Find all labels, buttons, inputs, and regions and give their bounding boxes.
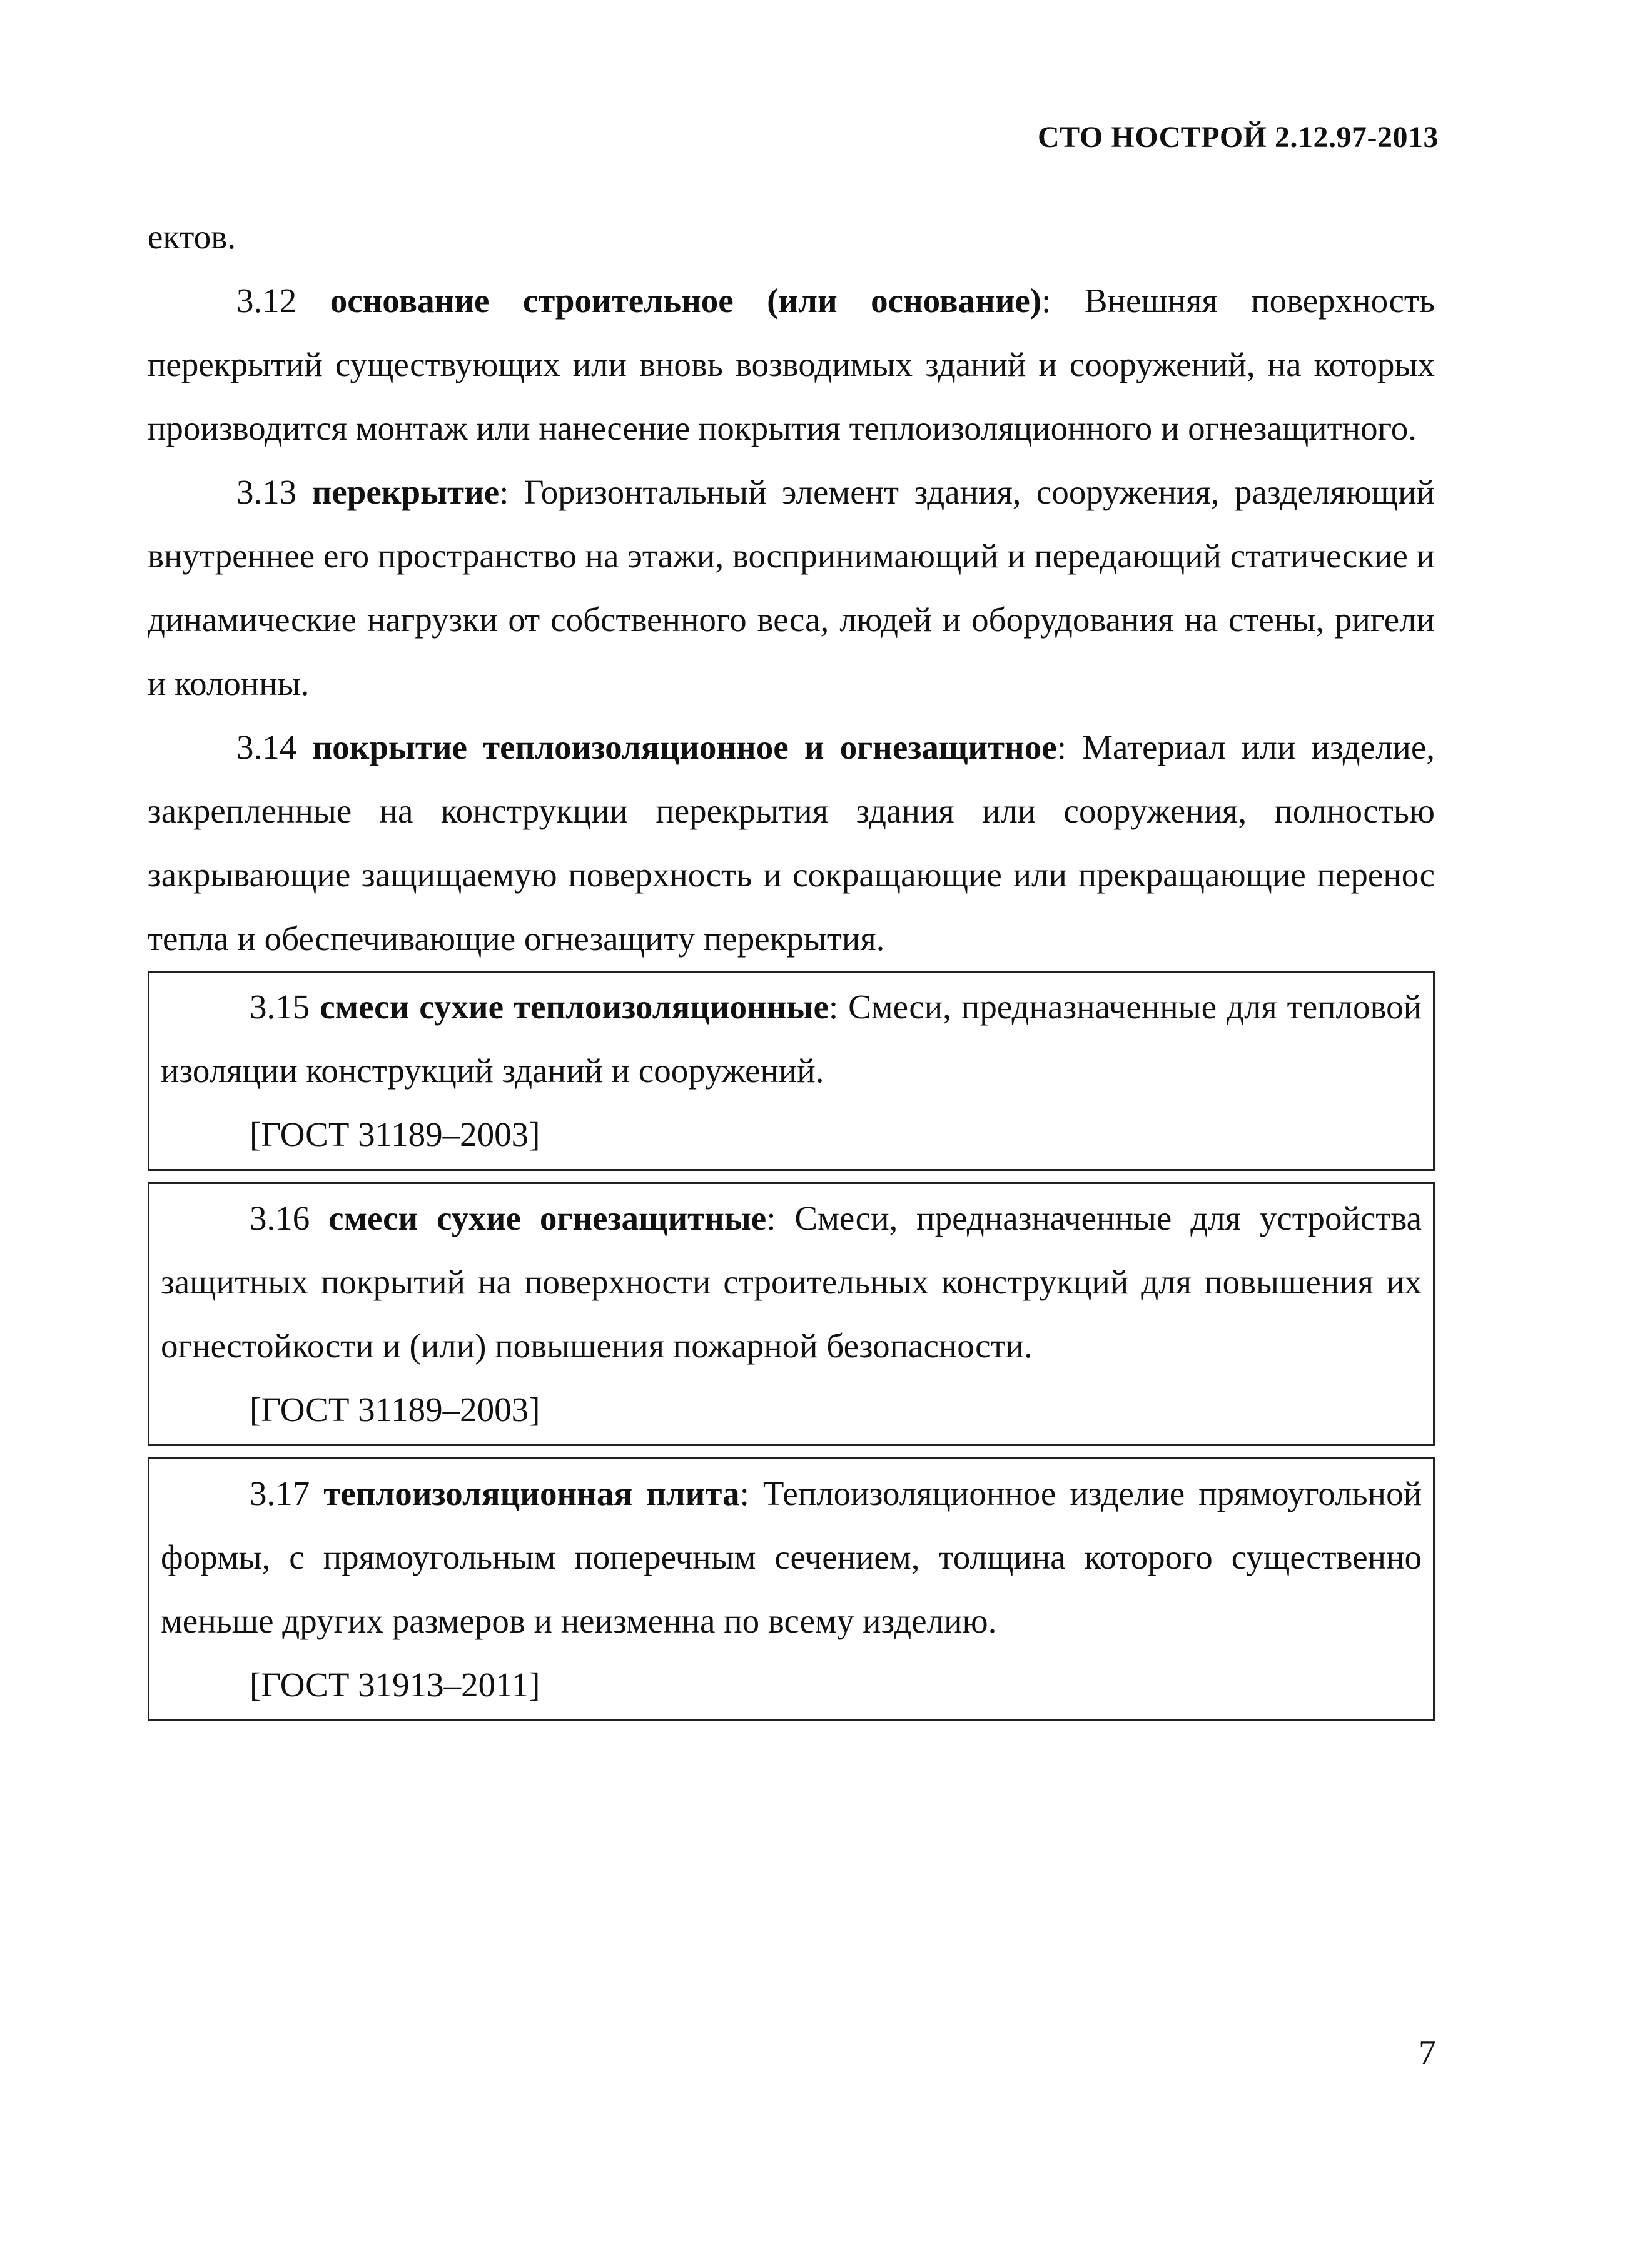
source-reference: [ГОСТ 31913–2011] xyxy=(250,1666,540,1704)
term: перекрытие xyxy=(311,473,500,511)
definition-text: : Горизонтальный элемент здания, сооружения, разделяющий внутреннее его пространство на этажи, воспринимающий и передающий статические и динамические нагрузки от собственного веса, людей и оборудования на стены, ригели и колонны. xyxy=(148,473,1435,702)
clause-number: 3.15 xyxy=(250,988,310,1026)
source-reference: [ГОСТ 31189–2003] xyxy=(250,1115,540,1153)
term: теплоизоляционная плита xyxy=(323,1474,740,1512)
term: основание строительное (или основание) xyxy=(330,281,1042,320)
source-reference: [ГОСТ 31189–2003] xyxy=(250,1390,540,1429)
definition-3-12 xyxy=(148,269,1435,460)
clause-number: 3.17 xyxy=(250,1474,310,1512)
definition-text: : Материал или изделие, закрепленные на конструкции перекрытия здания или сооружения, полностью закрывающие защищаемую поверхность и сокращающие или прекращающие перенос тепла и обеспечивающие огнезащиту перекрытия. xyxy=(148,728,1435,958)
definition-text: : Смеси, предназначенные для устройства защитных покрытий на поверхности строительных конструкций для повышения их огнестойкости и (или) повышения пожарной безопасности. xyxy=(161,1199,1422,1365)
clause-number: 3.14 xyxy=(236,728,297,766)
boxed-definition-3-17 xyxy=(148,1457,1435,1721)
definition-text: : Смеси, предназначенные для тепловой изоляции конструкций зданий и сооружений. xyxy=(161,988,1422,1090)
continuation-text: ектов. xyxy=(148,218,236,256)
document-code: СТО НОСТРОЙ 2.12.97-2013 xyxy=(1037,121,1439,154)
page-number: 7 xyxy=(1419,2033,1436,2072)
boxed-definition-3-15 xyxy=(148,971,1435,1171)
definition-3-16 xyxy=(161,1187,1422,1378)
definition-text: : Теплоизоляционное изделие прямоугольной формы, с прямоугольным поперечным сечением, толщина которого существенно меньше других размеров и неизменна по всему изделию. xyxy=(161,1474,1422,1640)
clause-number: 3.12 xyxy=(236,281,297,320)
term: смеси сухие теплоизоляционные xyxy=(320,988,829,1026)
definition-3-14 xyxy=(148,716,1435,971)
document-body xyxy=(148,205,1435,1733)
boxed-definition-3-16 xyxy=(148,1182,1435,1446)
definition-3-15 xyxy=(161,975,1422,1103)
definition-text: : Внешняя поверхность перекрытий существующих или вновь возводимых зданий и сооружений, на которых производится монтаж или нанесение покрытия теплоизоляционного и огнезащитного. xyxy=(148,281,1435,447)
definition-3-13 xyxy=(148,460,1435,716)
term: покрытие теплоизоляционное и огнезащитное xyxy=(312,728,1057,766)
definition-3-17 xyxy=(161,1462,1422,1653)
term: смеси сухие огнезащитные xyxy=(328,1199,767,1237)
clause-number: 3.13 xyxy=(236,473,297,511)
clause-number: 3.16 xyxy=(250,1199,310,1237)
